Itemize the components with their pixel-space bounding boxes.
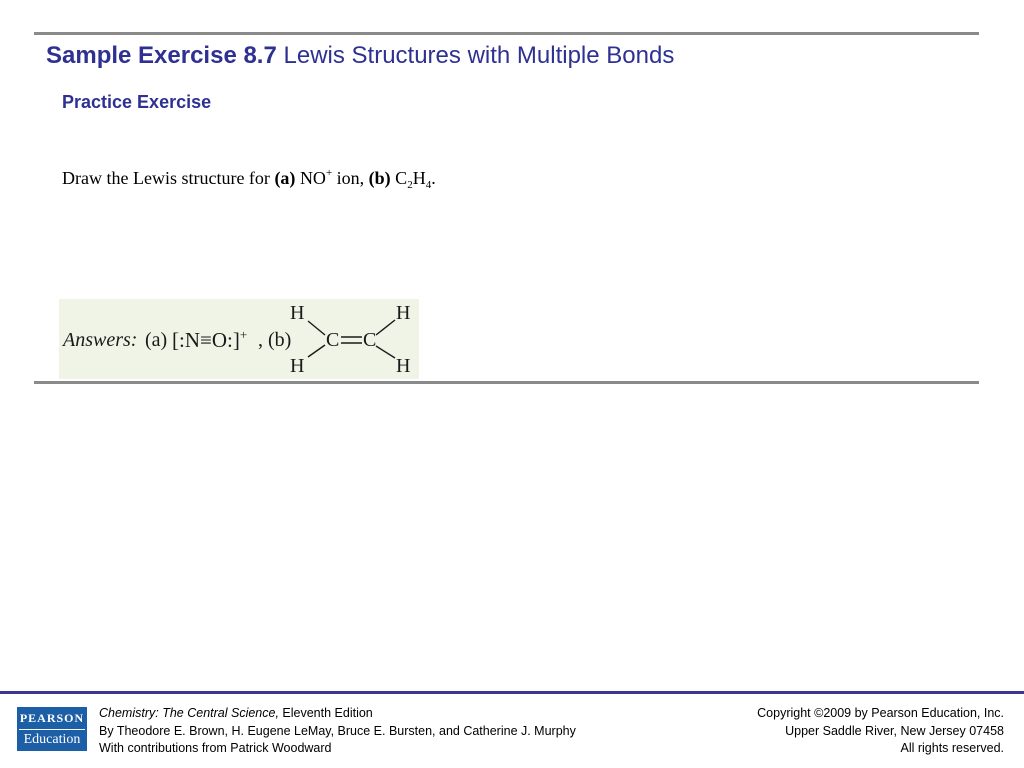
bond-h-top-right — [376, 320, 395, 335]
question-part-a-formula: NO — [295, 168, 326, 188]
logo-divider — [19, 729, 85, 730]
question-part-a-label: (a) — [274, 168, 296, 188]
question-period: . — [431, 168, 436, 188]
question-part-b-hydrogen-count: 4 — [425, 179, 432, 191]
footer-divider — [0, 691, 1024, 694]
exercise-question — [62, 168, 436, 189]
atom-h-bottom-left: H — [290, 355, 305, 377]
citation-book-line — [99, 705, 576, 723]
atom-h-bottom-right: H — [396, 355, 411, 377]
question-part-a-tail: ion, — [332, 168, 369, 188]
pearson-education-logo — [17, 707, 87, 751]
question-part-b-carbon-count: 2 — [407, 179, 413, 191]
top-divider — [34, 32, 979, 35]
answers-box — [59, 299, 419, 379]
footer-citation — [99, 705, 576, 758]
content-divider — [34, 381, 979, 384]
question-lead: Draw the Lewis structure for — [62, 168, 275, 188]
atom-h-top-right: H — [396, 302, 411, 324]
atom-c-right: C — [363, 329, 377, 351]
slide-title — [46, 42, 674, 70]
footer-copyright — [757, 705, 1004, 758]
book-title: Chemistry: The Central Science, — [99, 706, 279, 720]
citation-authors: By Theodore E. Brown, H. Eugene LeMay, Bruce E. Bursten, and Catherine J. Murphy — [99, 723, 576, 738]
section-heading: Practice Exercise — [62, 92, 212, 112]
question-part-b-carbon: C — [390, 168, 408, 188]
title-exercise-number: Sample Exercise 8.7 — [46, 42, 277, 69]
title-topic: Lewis Structures with Multiple Bonds — [276, 42, 675, 69]
question-part-b-label: (b) — [368, 168, 391, 188]
question-part-b-hydrogen: H — [412, 168, 426, 188]
answer-part-b-label: , (b) — [258, 329, 292, 351]
bond-h-top-left — [308, 321, 325, 335]
logo-top-text: PEARSON — [19, 711, 85, 725]
atom-h-top-left: H — [290, 302, 305, 324]
question-part-a-charge: + — [325, 167, 333, 179]
citation-contributions: With contributions from Patrick Woodward — [99, 741, 332, 755]
bond-h-bottom-right — [376, 346, 395, 358]
copyright-address: Upper Saddle River, New Jersey 07458 — [785, 723, 1004, 738]
copyright-line: Copyright ©2009 by Pearson Education, Inc. — [757, 706, 1004, 720]
bond-h-bottom-left — [308, 345, 325, 357]
no-plus-charge: + — [239, 327, 248, 342]
answer-part-a-label: (a) — [145, 329, 168, 351]
logo-bottom-text: Education — [23, 732, 81, 747]
answers-label: Answers: — [63, 329, 138, 351]
copyright-rights: All rights reserved. — [900, 741, 1004, 755]
atom-c-left: C — [326, 329, 340, 351]
book-edition: Eleventh Edition — [278, 706, 373, 720]
no-plus-lewis-structure: [:N≡O:] — [172, 328, 240, 352]
